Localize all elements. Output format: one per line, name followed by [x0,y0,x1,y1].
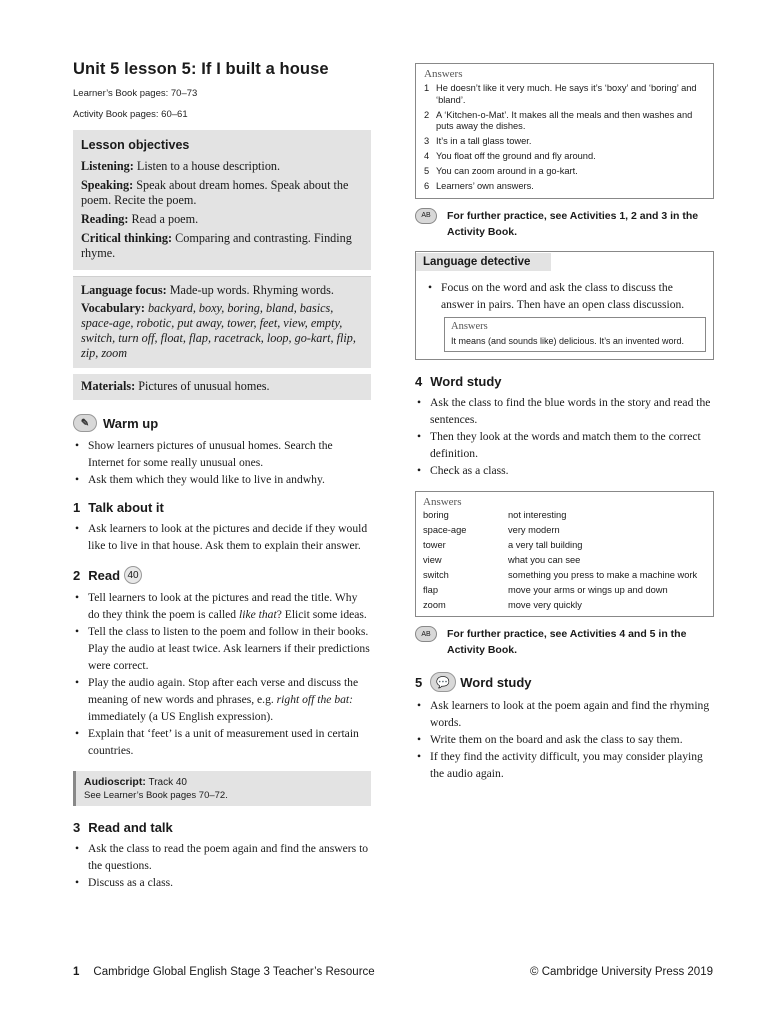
list-item: • Show learners pictures of unusual homes. Search the Internet for some really unusual ones. [73,437,371,471]
list-item: • Then they look at the words and match them to the correct definition. [415,428,714,462]
answer-item: 2 A ‘Kitchen-o-Mat’. It makes all the meals and then washes and puts away the dishes. [424,109,693,131]
page-number: 1 [73,966,80,978]
activity-book-pages: Activity Book pages: 60–61 [73,109,188,120]
objectives-heading: Lesson objectives [81,138,190,152]
lesson-objectives-panel [73,130,371,400]
list-item: • Check as a class. [415,462,714,479]
table-row: switch something you press to make a machine work [423,569,698,580]
table-row: boring not interesting [423,509,567,520]
list-item: • Play the audio again. Stop after each verse and discuss the meaning of new words and phrases, e.g. right off the bat: immediately (a US English expression). [73,674,371,725]
word-study-2-heading: 5 💬 Word study [415,672,714,692]
list-item: • Tell the class to listen to the poem and follow in their books. Play the audio at least twice. Ask learners if their predictions were correct. [73,623,371,674]
vocabulary: Vocabulary: backyard, boxy, boring, bland, basics, space-age, robotic, put away, tower, feet, view, empty, switch, turn off, float, flap, racetrack, loop, go-kart, flip, zip, zoom [81,301,356,360]
list-item: • Tell learners to look at the pictures and read the title. Why do they think the poem is called like that? Elicit some ideas. [73,589,371,623]
page-title: Unit 5 lesson 5: If I built a house [73,60,329,78]
audioscript-track: Track 40 [148,777,187,788]
objective-listening: Listening: Listen to a house description. [81,159,281,173]
objective-critical-thinking: Critical thinking: Comparing and contrasting. Finding rhyme. [81,231,352,260]
list-item: • Ask the class to find the blue words in the story and read the sentences. [415,394,714,428]
audioscript-box [73,771,371,806]
left-column [73,60,371,891]
table-row: space-age very modern [423,524,560,535]
language-detective-heading: Language detective [416,253,551,271]
objective-reading: Reading: Read a poem. [81,212,199,226]
table-row: view what you can see [423,554,581,565]
detective-answers-box: Answers It means (and sounds like) delicious. It’s an invented word. [444,317,706,352]
list-item: • Ask learners to look at the pictures and decide if they would like to live in that house. Ask them to explain their answer. [73,520,371,554]
list-item: • Focus on the word and ask the class to discuss the answer in pairs. Then have an open class discussion. [426,279,703,313]
further-practice-1: AB For further practice, see Activities 1, 2 and 3 in the Activity Book. [415,208,714,240]
talk-list [73,520,371,554]
further-practice-2: AB For further practice, see Activities 4 and 5 in the Activity Book. [415,626,714,658]
objective-speaking: Speaking: Speak about dream homes. Speak about the poem. Recite the poem. [81,178,349,207]
warm-up-icon: ✎ [73,414,97,432]
language-focus: Language focus: Made-up words. Rhyming words. [81,283,334,297]
table-row: flap move your arms or wings up and down [423,584,668,595]
table-row: zoom move very quickly [423,599,582,610]
read-talk-heading: 3 Read and talk [73,820,173,835]
list-item: • Ask them which they would like to live in andwhy. [73,471,371,488]
read-talk-list [73,840,371,891]
list-item: • Ask the class to read the poem again and find the answers to the questions. [73,840,371,874]
answers-box-reading [415,63,714,199]
word-study-list [415,394,714,479]
answer-item: 1 He doesn’t like it very much. He says it’s ‘boxy’ and ‘boring’ and ‘bland’. [424,83,697,105]
answer-item: 6 Learners’ own answers. [424,181,534,191]
list-item: • Explain that ‘feet’ is a unit of measurement used in certain countries. [73,725,371,759]
footer-title: Cambridge Global English Stage 3 Teacher’s Resource [93,966,375,978]
list-item: • If they find the activity difficult, you may consider playing the audio again. [415,748,714,782]
read-list [73,589,371,759]
warm-up-heading: ✎ Warm up [73,414,371,432]
speech-bubble-icon: 💬 [430,672,456,692]
read-heading: 2 Read 40 [73,566,371,584]
word-study-2-list [415,697,714,782]
answers-heading: Answers [424,68,463,80]
word-study-heading: 4 Word study [415,373,502,389]
list-item: • Ask learners to look at the poem again and find the rhyming words. [415,697,714,731]
page-footer [73,966,713,978]
list-item: • Discuss as a class. [73,874,371,891]
warm-up-list [73,437,371,488]
answer-item: 5 You can zoom around in a go-kart. [424,166,578,176]
list-item: • Write them on the board and ask the class to say them. [415,731,714,748]
talk-heading: 1 Talk about it [73,500,164,515]
right-column [415,63,714,782]
language-detective-box [415,251,714,360]
audio-track-icon: 40 [124,566,142,584]
answer-item: 3 It’s in a tall glass tower. [424,136,532,146]
learner-book-pages: Learner’s Book pages: 70–73 [73,88,198,99]
activity-book-icon: AB [415,208,437,224]
copyright: © Cambridge University Press 2019 [530,966,713,978]
audioscript-ref: See Learner’s Book pages 70–72. [84,790,228,801]
activity-book-icon: AB [415,626,437,642]
answer-item: 4 You float off the ground and fly around. [424,151,596,161]
audioscript-label: Audioscript: [84,776,146,788]
materials: Materials: Pictures of unusual homes. [81,379,270,393]
table-row: tower a very tall building [423,539,583,550]
answers-box-vocabulary: Answers boring not interesting space-age very modern tower a very tall building view what you can see switch something you press to make a machine work flap move your arms or wings up and down zoom move very quickly [415,491,714,618]
